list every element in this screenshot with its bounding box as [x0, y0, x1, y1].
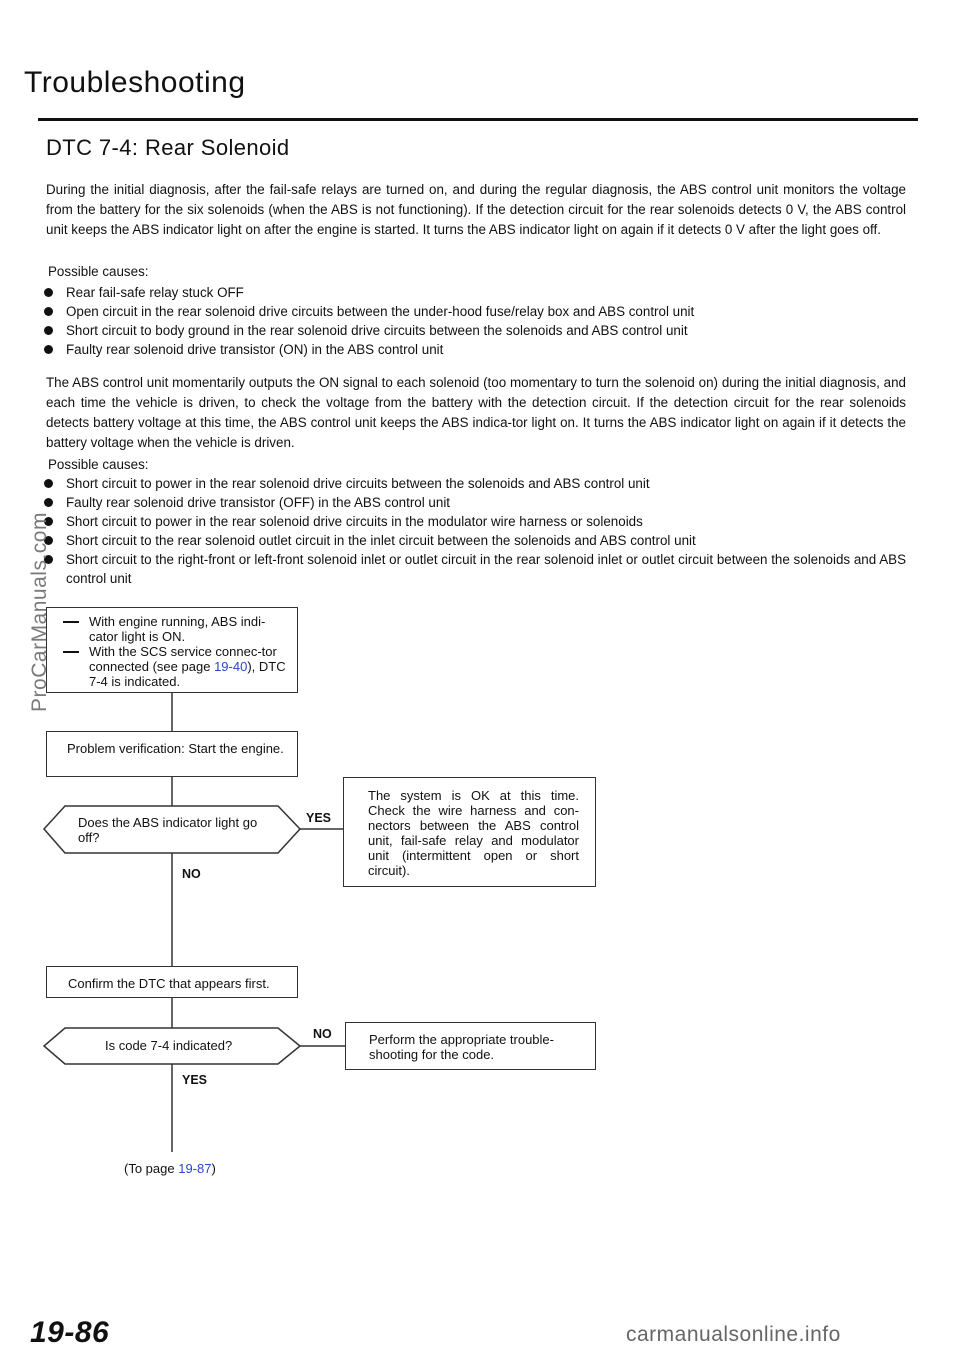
- decision-1-yes-label: YES: [306, 811, 332, 825]
- list-item: Short circuit to body ground in the rear solenoid drive circuits between the solenoids and ABS control unit: [44, 321, 906, 340]
- possible-causes-label-2: Possible causes:: [48, 457, 149, 472]
- system-ok-box: The system is OK at this time. Check the wire harness and con-nectors between the ABS control unit, fail-safe relay and modulator unit (intermittent open or short circuit).: [343, 777, 596, 887]
- page-link-19-87[interactable]: 19-87: [178, 1161, 212, 1176]
- dash-icon: [63, 621, 79, 623]
- section-title: DTC 7-4: Rear Solenoid: [46, 135, 290, 160]
- list-item: Rear fail-safe relay stuck OFF: [44, 283, 906, 302]
- possible-causes-label-1: Possible causes:: [48, 264, 149, 279]
- decision-1-text: Does the ABS indicator light go off?: [78, 815, 258, 845]
- side-watermark: ProCarManuals.com: [28, 512, 51, 712]
- page-number: 19-86: [30, 1316, 110, 1349]
- to-page-reference: (To page 19-87): [124, 1161, 216, 1176]
- confirm-dtc-box: Confirm the DTC that appears first.: [46, 966, 298, 998]
- intro-paragraph-1: During the initial diagnosis, after the fail-safe relays are turned on, and during the regular diagnosis, the ABS control unit monitors the voltage from the battery for the six solenoids (when the ABS is not functioning). If the detection circuit for the rear solenoids detects 0 V, the ABS control unit keeps the ABS indicator light on after the engine is started. It turns the ABS indicator light on again if it detects 0 V after the light goes off.: [46, 182, 906, 237]
- list-item: Short circuit to the right-front or left-front solenoid inlet or outlet circuit in the rear solenoid inlet or outlet circuit between the solenoids and ABS control unit: [44, 550, 906, 588]
- precondition-item: With engine running, ABS indi-cator light is ON.: [63, 614, 289, 644]
- list-item: Short circuit to the rear solenoid outlet circuit in the inlet circuit between the solenoids and ABS control unit: [44, 531, 906, 550]
- dash-icon: [63, 651, 79, 653]
- decision-2-no-label: NO: [313, 1027, 332, 1041]
- problem-verification-box: Problem verification: Start the engine.: [46, 731, 298, 777]
- page-title: Troubleshooting: [24, 66, 246, 99]
- list-item: Open circuit in the rear solenoid drive circuits between the under-hood fuse/relay box and ABS control unit: [44, 302, 906, 321]
- list-item: Short circuit to power in the rear solenoid drive circuits between the solenoids and ABS control unit: [44, 474, 906, 493]
- precondition-box: [46, 607, 298, 693]
- decision-2-text: Is code 7-4 indicated?: [105, 1038, 233, 1053]
- site-watermark: carmanualsonline.info: [626, 1323, 841, 1346]
- list-item: Faulty rear solenoid drive transistor (ON) in the ABS control unit: [44, 340, 906, 359]
- precondition-item: With the SCS service connec-tor connected (see page 19-40), DTC 7-4 is indicated.: [63, 644, 289, 689]
- intro-paragraph-2: The ABS control unit momentarily outputs the ON signal to each solenoid (too momentary to turn the solenoid on) during the initial diagnosis, and each time the vehicle is driven, to check the voltage from the battery with the detection circuit. If the detection circuit for the rear solenoids detects battery voltage at this time, the ABS control unit keeps the ABS indica-tor light on. It turns the ABS indicator light on again if it detects the battery voltage when the vehicle is driven.: [46, 375, 906, 450]
- perform-troubleshooting-box: Perform the appropriate trouble-shooting for the code.: [345, 1022, 596, 1070]
- page-link-19-40[interactable]: 19-40: [214, 659, 248, 674]
- decision-2-yes-label: YES: [182, 1073, 208, 1087]
- list-item: Faulty rear solenoid drive transistor (OFF) in the ABS control unit: [44, 493, 906, 512]
- list-item: Short circuit to power in the rear solenoid drive circuits in the modulator wire harness or solenoids: [44, 512, 906, 531]
- decision-1-no-label: NO: [182, 867, 201, 881]
